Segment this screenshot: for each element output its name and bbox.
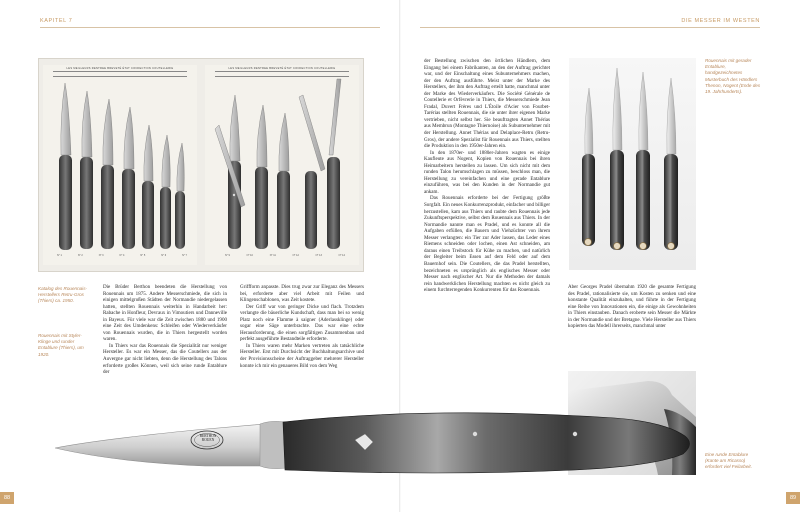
paragraph: Aber Georges Pradel übernahm 1920 die gesamte Fertigung des Pradel, rationalisierte sie, um Kosten zu senken und eine konstante Qualität einzuhalten, und führte in der Fertigung eine Reihe von Innovationen ein, die einige als Gewohnheiten in Thiers einstauben. Danach eroberte sein Messer die Märkte in der Normandie und der Bretagne. Viele Hersteller aus Thiers kopierten das Modell ihrerseits, manchmal unter: [568, 284, 696, 330]
catalog-knife-11: [277, 113, 290, 249]
page-number-right: 89: [786, 492, 800, 504]
maker-stamp-line1: BERTHON: [199, 434, 217, 438]
catalog-knife-10: [255, 105, 268, 249]
knives-photo-art: [569, 58, 696, 270]
catalog-label: N° 5: [140, 254, 146, 257]
text-column-3: [424, 58, 550, 294]
catalog-label: N° 11: [269, 254, 276, 257]
chapter-header: KAPITEL 7: [40, 18, 73, 24]
catalog-knife-4: [122, 107, 135, 249]
catalog-label: N° 7: [182, 254, 187, 257]
paragraph: In Thiers waren mehr Marken vertreten als tatsächliche Hersteller. Erst mit Durchsicht der Buchhaltungsarchive und der Provisionsscheine der Auftraggeber mehrerer Hersteller konnte ich mir ein genaueres Bild von dem Weg: [240, 342, 364, 369]
catalog-knife-3: [101, 99, 114, 249]
catalog-knife-7: [175, 143, 185, 249]
header-rule-right: [420, 27, 760, 28]
maker-stamp: [193, 434, 223, 442]
catalog-knives-left: [43, 65, 197, 265]
catalog-label: N° 13: [315, 254, 322, 257]
catalog-page-right: [205, 65, 359, 265]
text-column-4: [568, 284, 696, 330]
paragraph: In Thiers war das Rouennais die Spezialität nur weniger Hersteller. Es war ein Messer, das die Coutellers aus der Auvergne gar nicht liebten, denn die Herstellung des Talons erforderte großes Können, weil sich seine runde Entablure der: [103, 342, 227, 376]
page-number-left: 88: [0, 492, 14, 504]
catalog-knives-right: [205, 65, 359, 265]
catalog-label: N° 14: [338, 254, 345, 257]
paragraph: In den 1870er- und 1880er-Jahren wagten es einige Kaufleute aus Nogent, Kopien von Rouennais bei ihren Heimarbeitern herstellen zu lassen. Um sich nicht mit dem runden Talon herumschlagen zu müssen, beschloss man, die Herstellung zu vereinfachen und eine gerade Entablure einzuführen, was bei den Kunden in der Normandie gut ankam.: [424, 149, 550, 195]
catalog-label: N° 10: [246, 254, 253, 257]
catalog-knife-13: [327, 79, 341, 249]
maker-stamp-line2: ROUEN: [201, 438, 215, 442]
catalog-knife-12: [299, 95, 325, 249]
photo-knife-3: [636, 72, 650, 250]
catalog-label: N° 12: [292, 254, 299, 257]
caption-catalog: Katalog des Rouennais-Herstellers Retru-Gros (Thiers) ca. 1950.: [38, 286, 88, 304]
catalog-plate-image: [38, 58, 364, 272]
paragraph: Das Rouennais erforderte bei der Fertigung größte Sorgfalt. Ein neues Konkurrenzprodukt, einfacher und billiger herzustellen, kam aus Thiers und raubte dem Rouennais jede Zukunftsperspektive, selbst dem Rouennais aus Thiers. In der Normandie nannte man es Pradel, und es konnte all die Aufgaben erfüllen, die Bauern und Viehzüchter von ihrem Messer verlangten: ein Tier zur Ader lassen, das Leder eines Riemens schneiden oder lochen, einen Ast schneiden, am daraus einen Treibstock für Kühe zu machen, und natürlich der Begleiter beim Essen auf dem Feld oder auf dem Bauernhof sein. Die Coutellers, die das Pradel herstellten, bezeichneten es ursprünglich als englisches Messer oder Messer nach englischer Art. Nur die Methoden der damals rein handwerklichen Herstellung machten es nicht gleich zu einem furchterregenden Konkurrenten für das Rouennais.: [424, 195, 550, 294]
catalog-header-text: LES MEILLEURS RENTREE BREVETÉ ÉTAT CONFECTION COUTELLERIE: [228, 67, 336, 70]
text-column-2: [240, 284, 364, 369]
caption-straight-entablure: Rouennais mit gerader Entablure, handgezeichnetes Musterbuch des Händlers Thenon, Nogent (Ende des 19. Jahrhunderts).: [705, 58, 761, 95]
catalog-knife-1: [59, 83, 72, 250]
catalog-label: N° 4: [119, 254, 125, 257]
paragraph: Griffform anpasste. Dies trug zwar zur Eleganz des Messers bei, erforderte aber viel Arbeit mit Feilen und Klingenschablonen, was Zeit kostete.: [240, 284, 364, 304]
paragraph: der Bestellung zwischen den örtlichen Händlern, dem Eingang bei einem Fabrikanten, an den der Auftrag gerichtet war, und der Einschaltung eines Subunternehmers machen, der den Auftrag ausführte. Meist unter der Marke des Herstellers, der ihm den Auftrag erteilt hatte, manchmal unter der Marke des Wiederverkäufers. Die Société Générale de Coutellerie et Orfèvrerie in Thiers, die Messerschmiede Jean Fradal, Duvert Frères und L'Étoile d'Acier von Fourbet-Tarérias stellten Rouennais, die sie unter ihrer eigenen Marke vertrieben, nicht selbst her. Sie beauftragten Annet Thérias aus Membrun (Montagne Thiernoise) als Subunternehmer mit der Herstellung. Annet Thérias und Delaplace-Retru (Retru-Gros), der andere Spezialist für Rouennais aus Thiers, stellten die Produktion in den 1950er-Jahren ein.: [424, 58, 550, 150]
catalog-page-left: [43, 65, 197, 265]
photo-knife-1: [582, 88, 595, 246]
catalog-label: N° 3: [98, 254, 104, 257]
paragraph: Der Griff war von geringer Dicke und flach. Trotzdem verlangte die bäuerliche Kundschaft, dass man bei so wenig Platz noch eine Flamme à saigner (Aderlassklinge) oder sogar eine Säge unterbrachte. Das war eine echte Herausforderung, die einen sorgfältigen Zusammenbau und perfekt ausgeführte Bestandteile erforderte.: [240, 303, 364, 343]
header-rule-left: [40, 27, 380, 28]
paragraph: Die Brüder Berthon beendeten die Herstellung von Rouennais um 1875. Andere Messerschmiede, die sich in einigen mittelgroßen Städten der Normandie niedergelassen hatten, stellten Rouennais weiterhin in Handarbeit her: Rabache in Honfleur, Devraux in Vimoutiers und Danneville in Bayeux. Für viele war die Zeit zwischen 1880 und 1900 eine Zeit des Umdenkens: Schleifen oder Wiederverkäufer von Rouennais wurden, die in Thiers hergestellt worden waren.: [103, 284, 227, 343]
catalog-label: N° 1: [57, 254, 62, 257]
catalog-label: N° 2: [77, 254, 83, 257]
rouennais-knife-large: [55, 400, 695, 490]
caption-round-entablure: Rouennais mit Styler-Klinge und runder Entablure (Thiers), um 1920.: [38, 333, 84, 357]
catalog-knife-5: [142, 125, 154, 249]
catalog-knife-2: [80, 91, 93, 249]
photo-knife-4: [664, 78, 678, 250]
text-column-1: [103, 284, 227, 376]
knives-photo: [569, 58, 696, 270]
caption-inset: Eine runde Entablure (Kante am Ricasso) erfordert viel Feilarbeit.: [705, 452, 752, 470]
section-header: DIE MESSER IM WESTEN: [681, 18, 760, 24]
photo-knife-2: [610, 68, 624, 250]
catalog-label: N° 9: [225, 254, 230, 257]
catalog-label: N° 6: [161, 254, 167, 257]
catalog-header-text: LES MEILLEURS RENTREE BREVETÉ ÉTAT CONFECTION COUTELLERIE: [66, 67, 174, 70]
catalog-knife-6: [160, 135, 171, 249]
